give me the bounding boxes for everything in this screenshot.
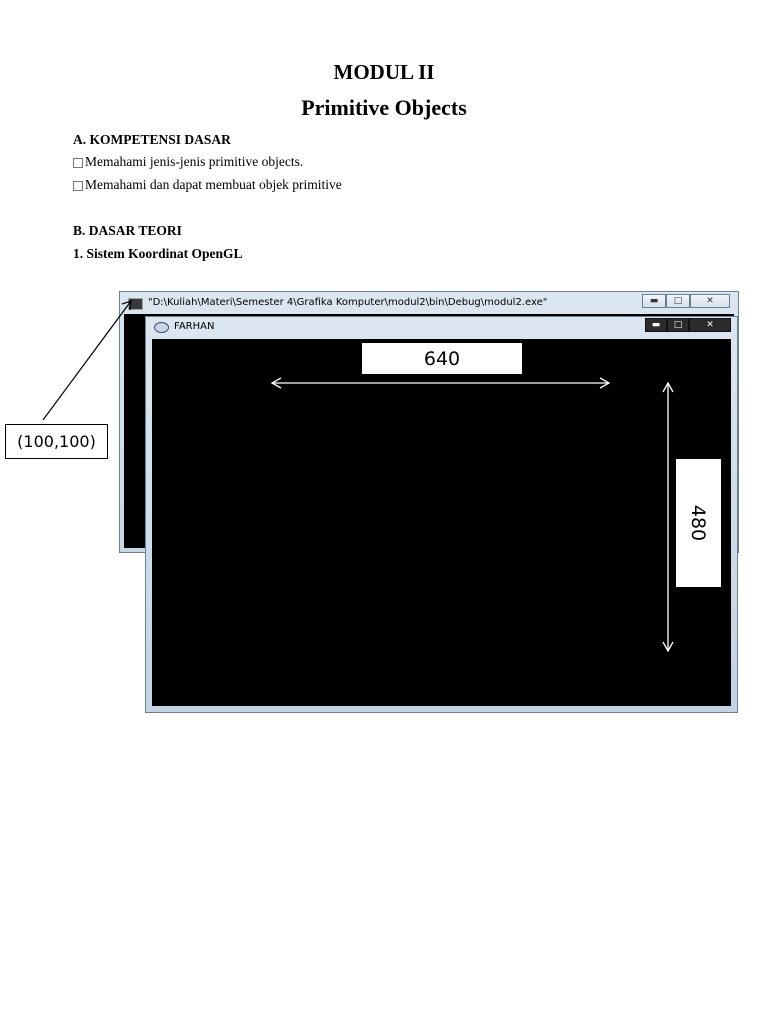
gl-window-title: FARHAN (174, 321, 215, 332)
close-icon[interactable]: ✕ (689, 318, 731, 332)
height-label (676, 459, 721, 587)
width-value: 640 (423, 347, 461, 370)
origin-coordinate-label (5, 424, 108, 459)
bullet-text: Memahami jenis-jenis primitive objects. (85, 154, 304, 169)
height-value: 480 (687, 504, 710, 542)
height-arrow (663, 383, 673, 651)
origin-pointer-arrow (43, 301, 131, 420)
minimize-icon[interactable]: ▬ (642, 294, 666, 308)
close-icon[interactable]: ✕ (690, 294, 730, 308)
section-a-heading: A. KOMPETENSI DASAR (73, 132, 231, 147)
width-label (362, 343, 522, 374)
section-b-heading: B. DASAR TEORI (73, 223, 182, 238)
console-window-title: "D:\Kuliah\Materi\Semester 4\Grafika Komputer\modul2\bin\Debug\modul2.exe" (148, 297, 548, 308)
minimize-icon[interactable]: ▬ (645, 318, 667, 332)
section-b-subheading: 1. Sistem Koordinat OpenGL (73, 246, 243, 261)
origin-value: (100,100) (17, 432, 96, 451)
bullet-text: Memahami dan dapat membuat objek primitive (85, 177, 342, 192)
document-title: MODUL II (333, 60, 435, 84)
maximize-icon[interactable]: □ (667, 318, 689, 332)
width-arrow (272, 378, 609, 388)
maximize-icon[interactable]: □ (666, 294, 690, 308)
document-subtitle: Primitive Objects (301, 95, 467, 120)
